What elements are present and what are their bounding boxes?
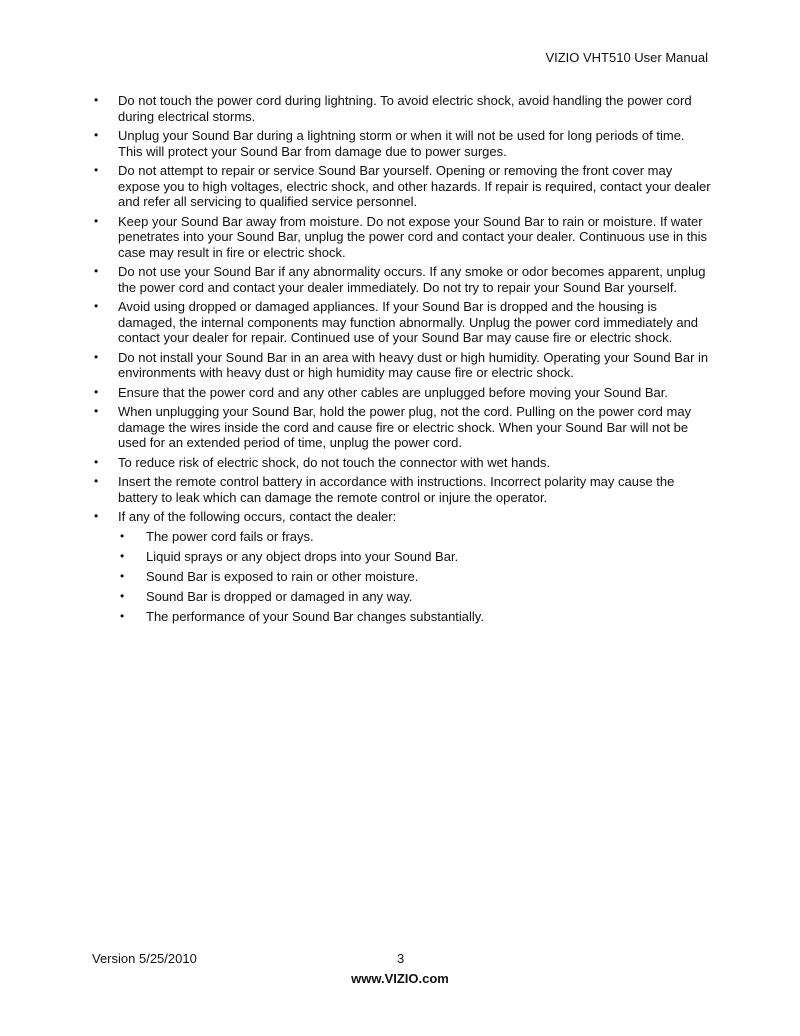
footer-version: Version 5/25/2010 bbox=[92, 951, 197, 966]
sub-list-item-text: Sound Bar is exposed to rain or other moisture. bbox=[146, 568, 419, 584]
bullet-icon: • bbox=[94, 509, 99, 523]
bullet-icon: • bbox=[94, 93, 99, 107]
list-item bbox=[92, 214, 712, 261]
list-item bbox=[92, 93, 712, 124]
list-item-text: Do not use your Sound Bar if any abnormality occurs. If any smoke or odor becomes apparent, unplug the power cord and contact your dealer immediately. Do not try to repair your Sound Bar yourself. bbox=[118, 264, 706, 295]
list-item bbox=[92, 509, 712, 624]
bullet-icon: • bbox=[120, 528, 125, 543]
list-item bbox=[92, 163, 712, 210]
bullet-icon: • bbox=[120, 568, 125, 583]
sub-list-item-text: The performance of your Sound Bar changes substantially. bbox=[146, 608, 484, 624]
sub-list-item bbox=[118, 549, 712, 565]
bullet-icon: • bbox=[94, 264, 99, 278]
list-item-text: Ensure that the power cord and any other cables are unplugged before moving your Sound Bar. bbox=[118, 384, 668, 400]
list-item-text: Do not install your Sound Bar in an area with heavy dust or high humidity. Operating your Sound Bar in environments with heavy dust or high humidity may cause fire or electric shock. bbox=[118, 349, 709, 380]
sub-list-item bbox=[118, 529, 712, 545]
list-item bbox=[92, 350, 712, 381]
document-header: VIZIO VHT510 User Manual bbox=[545, 50, 708, 65]
bullet-icon: • bbox=[94, 128, 99, 142]
list-item-text: If any of the following occurs, contact the dealer: bbox=[118, 509, 397, 524]
bullet-icon: • bbox=[94, 299, 99, 313]
sub-list-item bbox=[118, 589, 712, 605]
list-item bbox=[92, 299, 712, 346]
bullet-icon: • bbox=[94, 474, 99, 488]
list-item-text: To reduce risk of electric shock, do not touch the connector with wet hands. bbox=[118, 454, 551, 470]
sub-list-item-text: Liquid sprays or any object drops into your Sound Bar. bbox=[146, 548, 459, 564]
bullet-icon: • bbox=[120, 608, 125, 623]
list-item-text: Do not touch the power cord during lightning. To avoid electric shock, avoid handling the power cord during electrical storms. bbox=[118, 93, 692, 124]
sub-list-item bbox=[118, 569, 712, 585]
bullet-icon: • bbox=[120, 548, 125, 563]
bullet-icon: • bbox=[120, 588, 125, 603]
sub-list-item-text: Sound Bar is dropped or damaged in any way. bbox=[146, 588, 413, 604]
safety-list bbox=[92, 93, 712, 624]
dealer-conditions-list bbox=[118, 529, 712, 625]
list-item bbox=[92, 474, 712, 505]
list-item bbox=[92, 128, 712, 159]
safety-instructions bbox=[92, 93, 712, 629]
page-number: 3 bbox=[397, 951, 405, 966]
list-item bbox=[92, 404, 712, 451]
footer-url: www.VIZIO.com bbox=[351, 971, 449, 986]
list-item-text: Do not attempt to repair or service Sound Bar yourself. Opening or removing the front cover may expose you to high voltages, electric shock, and other hazards. If repair is required, contact your dealer and refer all servicing to qualified service personnel. bbox=[118, 163, 711, 209]
list-item-text: Avoid using dropped or damaged appliances. If your Sound Bar is dropped and the housing is damaged, the internal components may function abnormally. Unplug the power cord immediately and contact your dealer for repair. Continued use of your Sound Bar may cause fire or electric shock. bbox=[118, 299, 699, 345]
list-item bbox=[92, 264, 712, 295]
list-item-text: Insert the remote control battery in accordance with instructions. Incorrect polarity may cause the battery to leak which can damage the remote control or injure the operator. bbox=[118, 474, 675, 505]
bullet-icon: • bbox=[94, 454, 99, 469]
bullet-icon: • bbox=[94, 163, 99, 177]
list-item-text: When unplugging your Sound Bar, hold the power plug, not the cord. Pulling on the power cord may damage the wires inside the cord and cause fire or electric shock. When your Sound Bar will not be used for an extended period of time, unplug the power cord. bbox=[118, 404, 692, 450]
sub-list-item bbox=[118, 609, 712, 625]
list-item bbox=[92, 455, 712, 471]
bullet-icon: • bbox=[94, 384, 99, 399]
bullet-icon: • bbox=[94, 213, 99, 228]
list-item-text: Keep your Sound Bar away from moisture. Do not expose your Sound Bar to rain or moisture. If water penetrates into your Sound Bar, unplug the power cord and contact your dealer. Continuous use in this case may result in fire or electric shock. bbox=[118, 213, 707, 260]
bullet-icon: • bbox=[94, 349, 99, 364]
list-item-text: Unplug your Sound Bar during a lightning storm or when it will not be used for long periods of time. This will protect your Sound Bar from damage due to power surges. bbox=[118, 128, 685, 159]
bullet-icon: • bbox=[94, 404, 99, 418]
list-item bbox=[92, 385, 712, 401]
sub-list-item-text: The power cord fails or frays. bbox=[146, 528, 314, 544]
